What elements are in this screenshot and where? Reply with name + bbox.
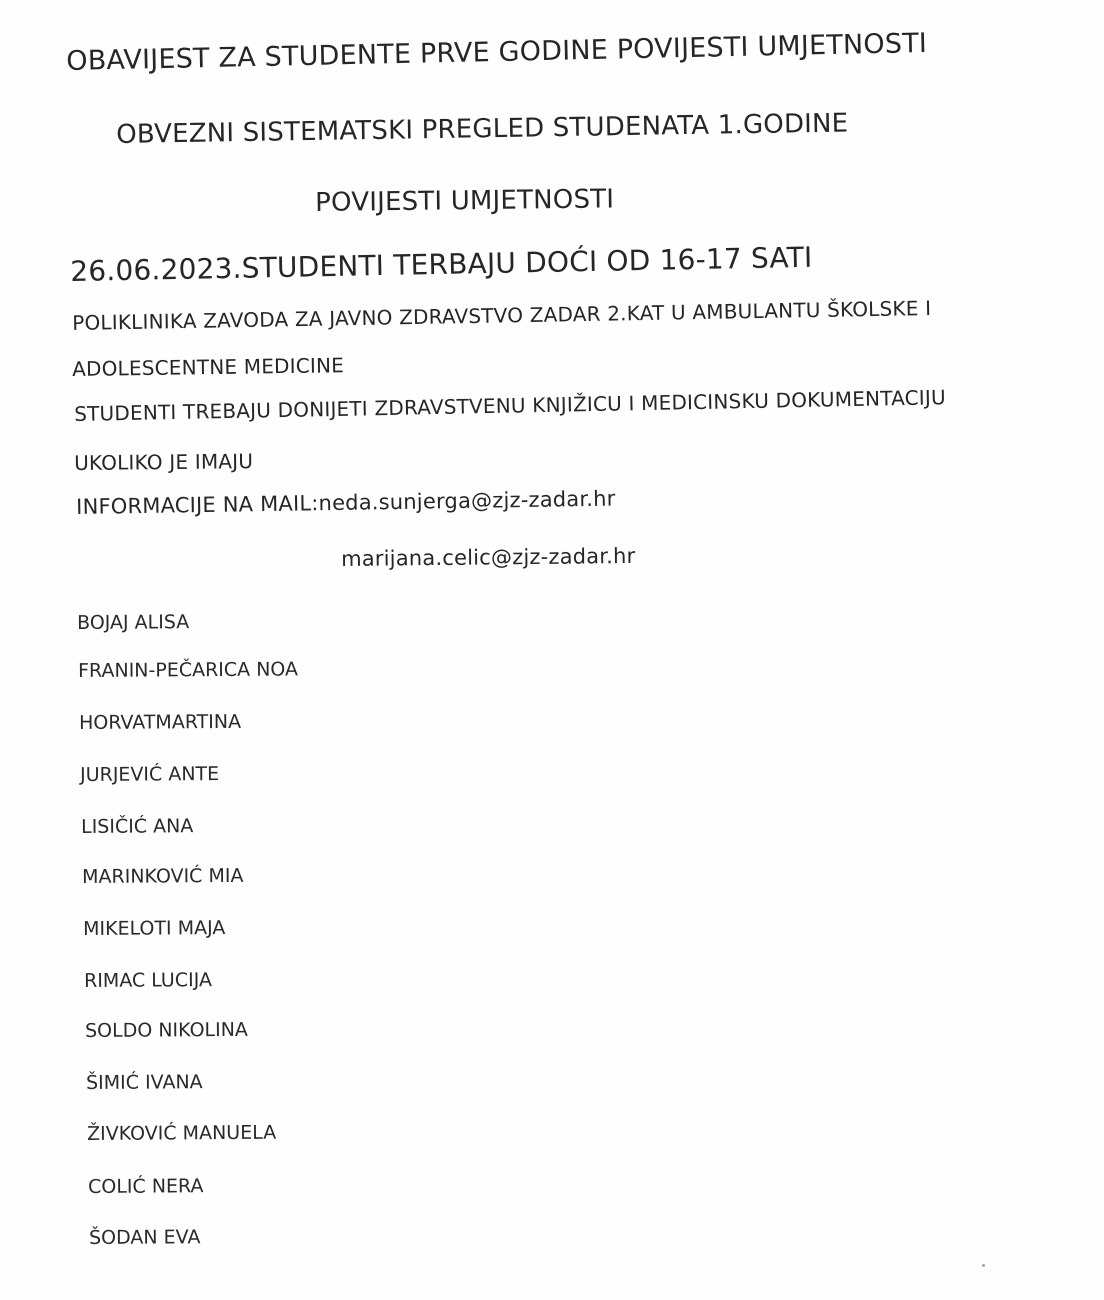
student-name: MARINKOVIĆ MIA — [82, 864, 244, 888]
student-name: RIMAC LUCIJA — [84, 969, 213, 992]
exam-title-line2: POVIJESTI UMJETNOSTI — [315, 184, 615, 218]
student-name: SOLDO NIKOLINA — [85, 1018, 248, 1042]
location-line2: ADOLESCENTNE MEDICINE — [72, 353, 345, 381]
student-name: ŽIVKOVIĆ MANUELA — [87, 1121, 277, 1145]
scan-speck — [982, 1264, 985, 1267]
documents-line2: UKOLIKO JE IMAJU — [74, 449, 254, 475]
student-name: COLIĆ NERA — [88, 1175, 204, 1198]
exam-date-time: 26.06.2023.STUDENTI TERBAJU DOĆI OD 16-17 SATI — [70, 240, 813, 288]
exam-title-line1: OBVEZNI SISTEMATSKI PREGLED STUDENATA 1.GODINE — [116, 108, 849, 150]
student-name: JURJEVIĆ ANTE — [80, 763, 220, 786]
student-name: MIKELOTI MAJA — [83, 917, 226, 940]
info-email-line2: marijana.celic@zjz-zadar.hr — [341, 543, 636, 571]
student-name: HORVATMARTINA — [79, 710, 242, 734]
notice-heading: OBAVIJEST ZA STUDENTE PRVE GODINE POVIJESTI UMJETNOSTI — [66, 27, 928, 77]
documents-line1: STUDENTI TREBAJU DONIJETI ZDRAVSTVENU KNJIŽICU I MEDICINSKU DOKUMENTACIJU — [74, 385, 947, 426]
student-name: FRANIN-PEČARICA NOA — [78, 658, 299, 682]
student-name: ŠODAN EVA — [89, 1226, 201, 1249]
student-name: BOJAJ ALISA — [77, 611, 190, 634]
location-line1: POLIKLINIKA ZAVODA ZA JAVNO ZDRAVSTVO ZADAR 2.KAT U AMBULANTU ŠKOLSKE I — [72, 296, 932, 335]
info-email-line1: INFORMACIJE NA MAIL:neda.sunjerga@zjz-zadar.hr — [76, 486, 616, 519]
student-name: ŠIMIĆ IVANA — [86, 1071, 203, 1094]
student-name: LISIČIĆ ANA — [81, 815, 194, 838]
